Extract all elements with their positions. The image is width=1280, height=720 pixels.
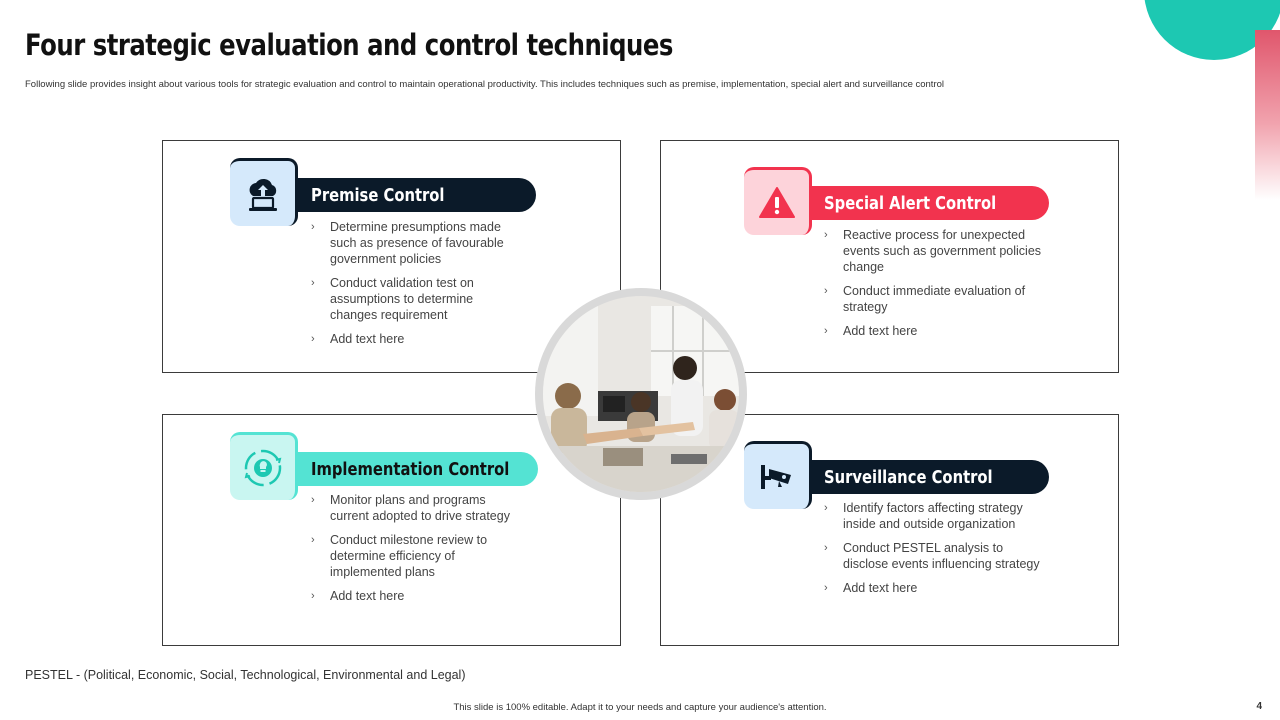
- slide-subtitle: Following slide provides insight about various tools for strategic evaluation and control to maintain operational productivity. This includes techniques such as premise, implementation, special alert and surveillance control: [25, 79, 944, 90]
- chevron-right-icon: ›: [824, 582, 828, 594]
- slide-title: Four strategic evaluation and control techniques: [25, 28, 673, 62]
- security-camera-icon: [744, 441, 812, 509]
- list-item: › Reactive process for unexpected events such as government policies change: [824, 228, 1042, 274]
- premise-control-title: Premise Control: [311, 184, 445, 206]
- chevron-right-icon: ›: [824, 502, 828, 514]
- slide-footer: This slide is 100% editable. Adapt it to your needs and capture your audience's attention.: [453, 702, 827, 713]
- chevron-right-icon: ›: [311, 494, 315, 506]
- chevron-right-icon: ›: [824, 325, 828, 337]
- surveillance-control-bullets: [824, 500, 1044, 604]
- chevron-right-icon: ›: [311, 221, 315, 233]
- list-item: › Conduct milestone review to determine efficiency of implemented plans: [311, 533, 488, 579]
- chevron-right-icon: ›: [311, 590, 315, 602]
- premise-control-bullets: [311, 219, 521, 355]
- implementation-control-header: [298, 452, 538, 486]
- chevron-right-icon: ›: [824, 229, 828, 241]
- list-item: › Add text here: [824, 581, 918, 595]
- chevron-right-icon: ›: [311, 333, 315, 345]
- team-meeting-photo: [543, 296, 739, 492]
- implementation-control-title: Implementation Control: [311, 458, 510, 480]
- lightbulb-gear-cycle-icon: [230, 432, 298, 500]
- warning-triangle-icon: [744, 167, 812, 235]
- list-item: › Conduct validation test on assumptions to determine changes requirement: [311, 276, 474, 322]
- special-alert-control-bullets: [824, 227, 1044, 347]
- list-item: › Monitor plans and programs current adopted to drive strategy: [311, 493, 510, 523]
- team-meeting-photo-frame: [535, 288, 747, 500]
- chevron-right-icon: ›: [311, 534, 315, 546]
- chevron-right-icon: ›: [824, 285, 828, 297]
- implementation-control-bullets: [311, 492, 521, 612]
- cloud-upload-laptop-icon: [230, 158, 298, 226]
- page-number: 4: [1256, 701, 1262, 712]
- list-item: › Determine presumptions made such as presence of favourable government policies: [311, 220, 504, 266]
- decorative-red-gradient-bar: [1255, 30, 1280, 200]
- list-item: › Add text here: [311, 332, 405, 346]
- list-item: › Identify factors affecting strategy inside and outside organization: [824, 501, 1023, 531]
- special-alert-control-header: [811, 186, 1049, 220]
- list-item: › Add text here: [311, 589, 405, 603]
- premise-control-header: [298, 178, 536, 212]
- list-item: › Conduct immediate evaluation of strategy: [824, 284, 1026, 314]
- list-item: › Conduct PESTEL analysis to disclose events influencing strategy: [824, 541, 1040, 571]
- surveillance-control-header: [811, 460, 1049, 494]
- chevron-right-icon: ›: [824, 542, 828, 554]
- pestel-footnote: PESTEL - (Political, Economic, Social, Technological, Environmental and Legal): [25, 668, 466, 682]
- surveillance-control-title: Surveillance Control: [824, 466, 993, 488]
- special-alert-control-title: Special Alert Control: [824, 192, 997, 214]
- list-item: › Add text here: [824, 324, 918, 338]
- chevron-right-icon: ›: [311, 277, 315, 289]
